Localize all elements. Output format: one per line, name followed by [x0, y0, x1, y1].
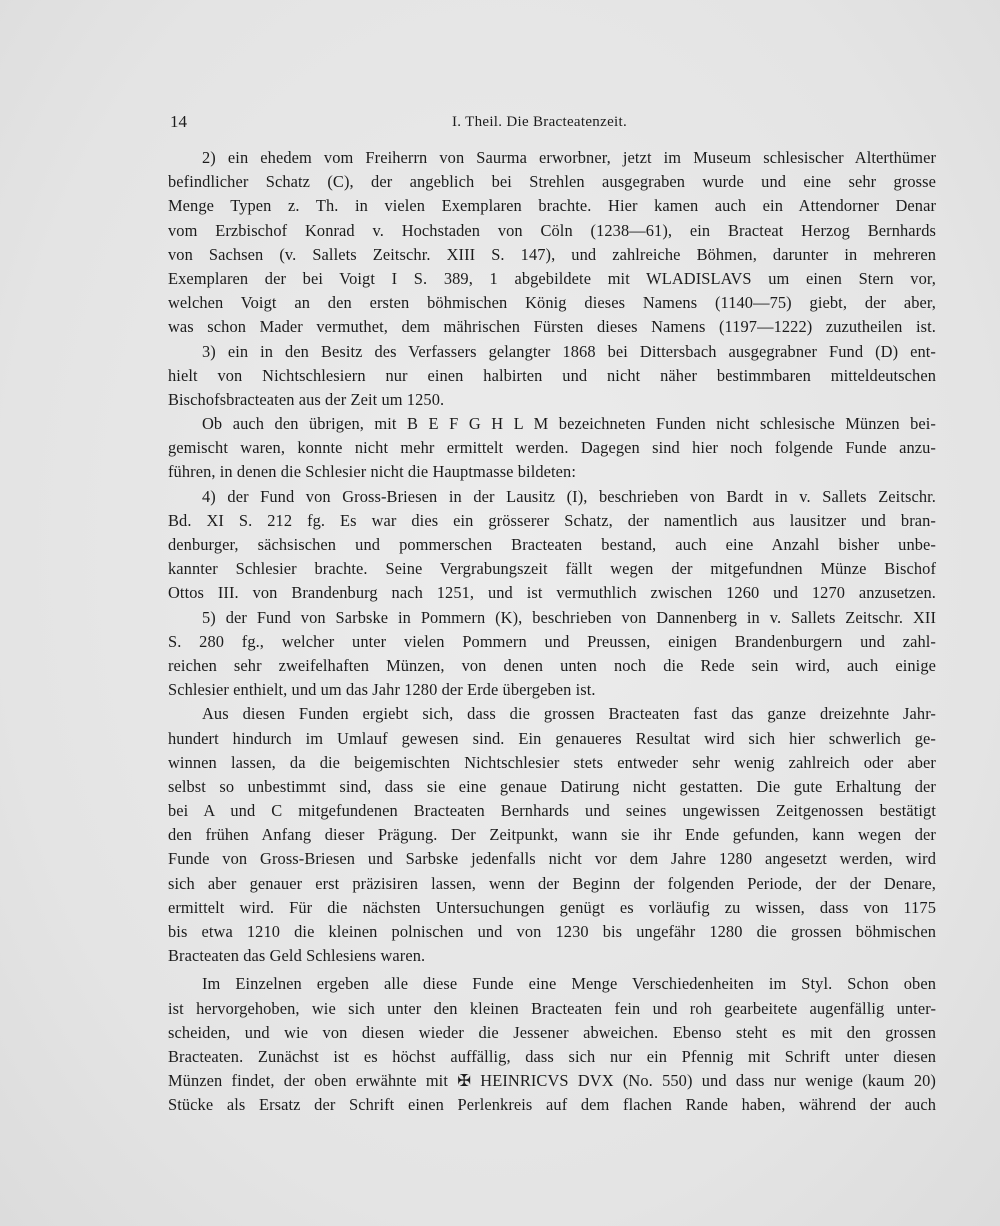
text-line: den frühen Anfang dieser Prägung. Der Zeitpunkt, wann sie ihr Ende gefunden, kann wegen der	[168, 825, 936, 845]
text-line: welchen Voigt an den ersten böhmischen König dieses Namens (1140—75) giebt, der aber,	[168, 293, 936, 313]
text-line: Bracteaten. Zunächst ist es höchst auffällig, dass sich nur ein Pfennig mit Schrift unter diesen	[168, 1046, 936, 1066]
text-line: 3) ein in den Besitz des Verfassers gelangter 1868 bei Dittersbach ausgegrabner Fund (D) ent-	[202, 341, 936, 361]
text-line: gemischt waren, konnte nicht mehr ermittelt werden. Dagegen sind hier noch folgende Funde anzu-	[168, 438, 936, 458]
text-line: 2) ein ehedem vom Freiherrn von Saurma erworbner, jetzt im Museum schlesischer Alterthümer	[202, 148, 936, 167]
body-text	[168, 146, 936, 1118]
text-line: ermittelt wird. Für die nächsten Untersuchungen genügt es vorläufig zu wissen, dass von 1175	[168, 897, 936, 917]
text-line: Ottos III. von Brandenburg nach 1251, und ist vermuthlich zwischen 1260 und 1270 anzusetzen.	[168, 583, 936, 603]
text-line: 5) der Fund von Sarbske in Pommern (K), beschrieben von Dannenberg in v. Sallets Zeitschr. XII	[202, 607, 936, 627]
text-line: was schon Mader vermuthet, dem mährischen Fürsten dieses Namens (1197—1222) zuzutheilen ist.	[168, 317, 936, 337]
text-line: Im Einzelnen ergeben alle diese Funde eine Menge Verschiedenheiten im Styl. Schon oben	[202, 974, 936, 994]
text-line: Schlesier enthielt, und um das Jahr 1280 der Erde übergeben ist.	[168, 680, 596, 700]
text-line: scheiden, und wie von diesen wieder die Jessener abweichen. Ebenso steht es mit den grossen	[168, 1022, 936, 1042]
text-line: Bd. XI S. 212 fg. Es war dies ein grösserer Schatz, der namentlich aus lausitzer und bran-	[168, 510, 936, 530]
page-number: 14	[170, 112, 187, 131]
text-line: Bracteaten das Geld Schlesiens waren.	[168, 946, 426, 966]
text-line: Stücke als Ersatz der Schrift einen Perlenkreis auf dem flachen Rande haben, während der auch	[168, 1095, 936, 1115]
text-line: 4) der Fund von Gross-Briesen in der Lausitz (I), beschrieben von Bardt in v. Sallets Zeitschr.	[202, 486, 936, 506]
text-line: kannter Schlesier brachte. Seine Vergrabungszeit fällt wegen der mitgefundnen Münze Bischof	[168, 559, 936, 579]
text-line: bei A und C mitgefundenen Bracteaten Bernhards und seines ungewissen Zeitgenossen bestätigt	[168, 801, 936, 821]
text-line: Menge Typen z. Th. in vielen Exemplaren brachte. Hier kamen auch ein Attendorner Denar	[168, 196, 936, 216]
text-line: Münzen findet, der oben erwähnte mit ✠ HEINRICVS DVX (No. 550) und dass nur wenige (kaum 20)	[168, 1071, 936, 1091]
text-line: hielt von Nichtschlesiern nur einen halbirten und nicht näher bestimmbaren mitteldeutschen	[168, 365, 936, 385]
text-line: befindlicher Schatz (C), der angeblich bei Strehlen ausgegraben wurde und eine sehr grosse	[168, 172, 936, 192]
text-line: bis etwa 1210 die kleinen polnischen und von 1230 bis ungefähr 1280 die grossen böhmischen	[168, 922, 936, 941]
page-header	[170, 112, 940, 138]
text-line: winnen lassen, da die beigemischten Nichtschlesier stets entweder sehr wenig zahlreich oder aber	[168, 752, 936, 772]
text-line: Bischofsbracteaten aus der Zeit um 1250.	[168, 389, 445, 409]
text-line: hundert hindurch im Umlauf gewesen sind. Ein genaueres Resultat wird sich hier schwerlich ge-	[168, 728, 936, 748]
text-line: S. 280 fg., welcher unter vielen Pommern und Preussen, einigen Brandenburgern und zahl-	[168, 631, 936, 651]
text-line: selbst so unbestimmt sind, dass sie eine genaue Datirung nicht gestatten. Die gute Erhaltung der	[168, 776, 936, 796]
text-line: vom Erzbischof Konrad v. Hochstaden von Cöln (1238—61), ein Bracteat Herzog Bernhards	[168, 220, 936, 240]
text-line: Ob auch den übrigen, mit B E F G H L M bezeichneten Funden nicht schlesische Münzen bei-	[202, 414, 936, 434]
text-line: führen, in denen die Schlesier nicht die Hauptmasse bildeten:	[168, 462, 577, 482]
text-line: denburger, sächsischen und pommerschen Bracteaten bestand, auch eine Anzahl bisher unbe-	[168, 535, 936, 554]
text-line: Exemplaren der bei Voigt I S. 389, 1 abgebildete mit WLADISLAVS um einen Stern vor,	[168, 268, 936, 288]
running-title: I. Theil. Die Bracteatenzeit.	[452, 114, 628, 130]
text-line: Funde von Gross-Briesen und Sarbske jedenfalls nicht vor dem Jahre 1280 angesetzt werden, wird	[168, 849, 936, 869]
text-line: von Sachsen (v. Sallets Zeitschr. XIII S. 147), und zahlreiche Böhmen, darunter in mehreren	[168, 244, 936, 264]
text-line: reichen sehr zweifelhaften Münzen, von denen unten noch die Rede sein wird, auch einige	[168, 655, 936, 675]
text-line: ist hervorgehoben, wie sich unter den kleinen Bracteaten fein und roh gearbeitete augenfällig unter-	[168, 998, 936, 1018]
text-line: sich aber genauer erst präzisiren lassen, wenn der Beginn der folgenden Periode, der der Denare,	[168, 873, 936, 893]
text-line: Aus diesen Funden ergiebt sich, dass die grossen Bracteaten fast das ganze dreizehnte Jahr-	[202, 704, 936, 724]
